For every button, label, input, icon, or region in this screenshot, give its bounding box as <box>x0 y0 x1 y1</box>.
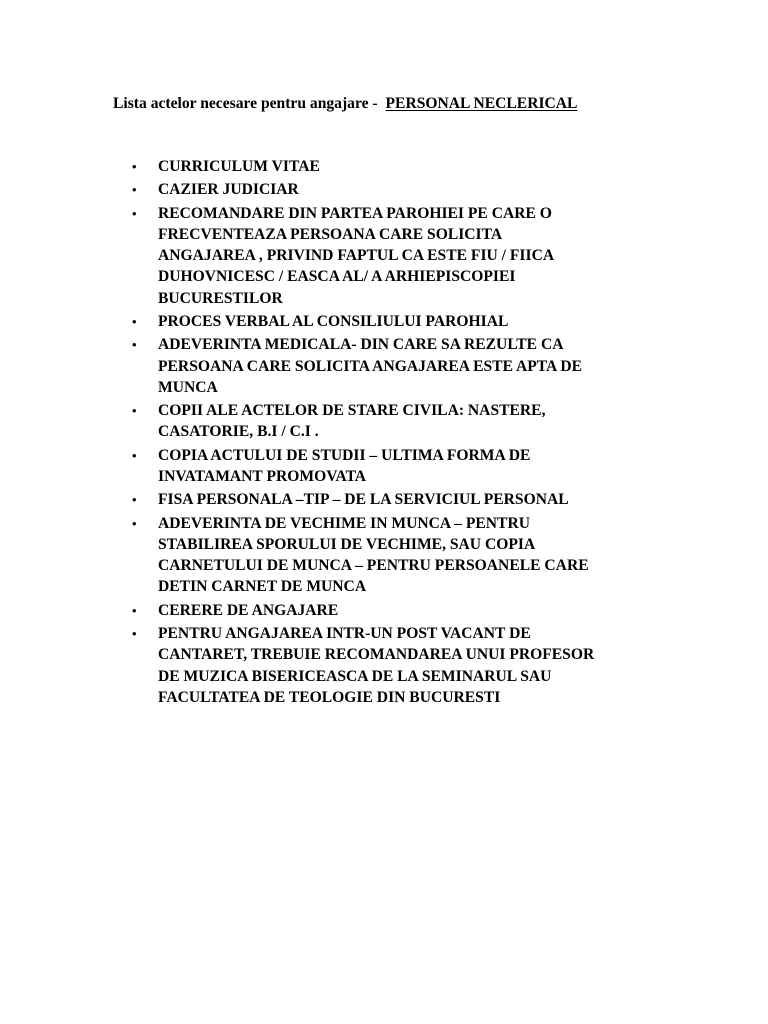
list-item <box>124 623 664 708</box>
bullet-icon: • <box>132 515 137 531</box>
document-title <box>113 94 577 114</box>
list-item-text-line: ANGAJAREA , PRIVIND FAPTUL CA ESTE FIU / FIICA <box>158 247 555 265</box>
bullet-icon: • <box>132 205 137 221</box>
list-item <box>124 203 664 309</box>
title-underlined-heading: PERSONAL NECLERICAL <box>385 95 578 112</box>
bullet-icon: • <box>132 159 137 174</box>
list-item-text-line: FRECVENTEAZA PERSOANA CARE SOLICITA <box>158 225 503 243</box>
list-item-text-line: CASATORIE, B.I / C.I . <box>158 423 319 441</box>
list-item <box>124 400 664 442</box>
list-item-text-line: PROCES VERBAL AL CONSILIULUI PAROHIAL <box>158 312 509 330</box>
list-item <box>124 179 664 200</box>
list-item-text-line: DE MUZICA BISERICEASCA DE LA SEMINARUL SAU <box>158 667 552 685</box>
title-prefix: Lista actelor necesare pentru angajare - <box>113 95 382 112</box>
list-item-text-line: PENTRU ANGAJAREA INTR-UN POST VACANT DE <box>158 625 531 643</box>
bullet-icon: • <box>132 626 137 642</box>
list-item <box>124 156 664 177</box>
list-item-text-line: CAZIER JUDICIAR <box>158 181 299 199</box>
bullet-icon: • <box>132 313 137 329</box>
list-item <box>124 311 664 332</box>
list-item-text-line: ADEVERINTA MEDICALA- DIN CARE SA REZULTE CA <box>158 336 564 354</box>
list-item-text-line: INVATAMANT PROMOVATA <box>158 467 367 485</box>
list-item-text-line: DUHOVNICESC / EASCA AL/ A ARHIEPISCOPIEI <box>158 268 516 286</box>
list-item-text-line: CERERE DE ANGAJARE <box>158 601 339 619</box>
list-item <box>124 513 664 598</box>
list-item-text-line: ADEVERINTA DE VECHIME IN MUNCA – PENTRU <box>158 514 530 532</box>
required-documents-list <box>124 156 664 710</box>
list-item <box>124 334 664 398</box>
list-item-text-line: CANTARET, TREBUIE RECOMANDAREA UNUI PROFESOR <box>158 646 595 664</box>
bullet-icon: • <box>132 602 137 618</box>
list-item-text-line: STABILIREA SPORULUI DE VECHIME, SAU COPIA <box>158 535 536 553</box>
bullet-icon: • <box>132 403 137 419</box>
list-item-text-line: BUCURESTILOR <box>158 289 283 307</box>
list-item-text-line: RECOMANDARE DIN PARTEA PAROHIEI PE CARE O <box>158 204 552 222</box>
list-item-text-line: PERSOANA CARE SOLICITA ANGAJAREA ESTE APTA DE <box>158 357 583 375</box>
list-item-text-line: MUNCA <box>158 378 218 396</box>
bullet-icon: • <box>132 182 137 198</box>
list-item-text-line: CARNETULUI DE MUNCA – PENTRU PERSOANELE CARE <box>158 557 589 575</box>
list-item-text-line: CURRICULUM VITAE <box>158 158 320 175</box>
list-item <box>124 600 664 621</box>
list-item-text-line: DETIN CARNET DE MUNCA <box>158 578 367 596</box>
bullet-icon: • <box>132 492 137 508</box>
list-item <box>124 489 664 510</box>
list-item-text-line: COPIA ACTULUI DE STUDII – ULTIMA FORMA DE <box>158 446 531 464</box>
list-item-text-line: FACULTATEA DE TEOLOGIE DIN BUCURESTI <box>158 688 501 706</box>
list-item-text-line: FISA PERSONALA –TIP – DE LA SERVICIUL PERSONAL <box>158 491 569 509</box>
bullet-icon: • <box>132 337 137 353</box>
list-item <box>124 445 664 487</box>
list-item-text-line: COPII ALE ACTELOR DE STARE CIVILA: NASTERE, <box>158 402 546 420</box>
bullet-icon: • <box>132 447 137 463</box>
